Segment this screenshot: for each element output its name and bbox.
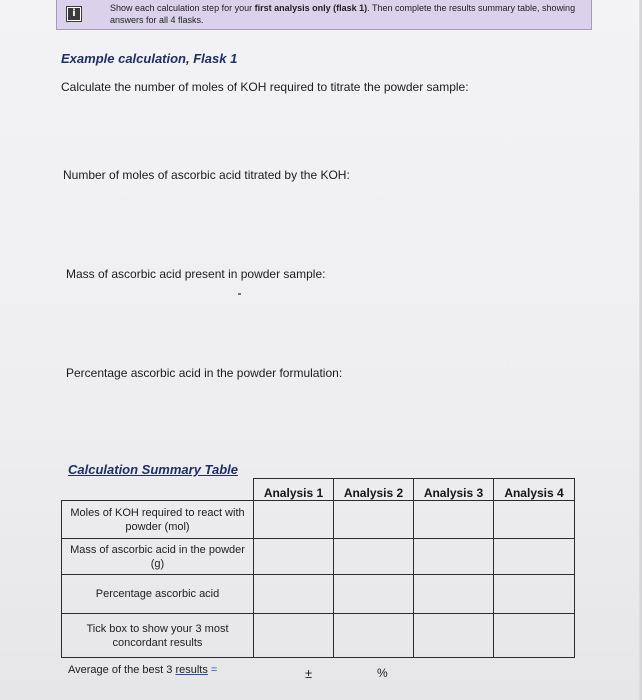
instruction-text-part1: Show each calculation step for your (110, 3, 255, 13)
instruction-text (110, 2, 588, 26)
cell-mass-ascorbic-analysis-3[interactable] (414, 539, 494, 575)
row-label-tick-box: Tick box to show your 3 most concordant results (62, 614, 254, 658)
cell-percentage-analysis-3[interactable] (414, 575, 494, 614)
tick-box-analysis-1[interactable] (254, 614, 334, 658)
cell-percentage-analysis-2[interactable] (334, 575, 414, 614)
summary-table-title: Calculation Summary Table (68, 462, 239, 477)
cell-mass-ascorbic-analysis-2[interactable] (334, 539, 414, 575)
cell-moles-koh-analysis-1[interactable] (254, 501, 334, 539)
question-percentage: Percentage ascorbic acid in the powder formulation: (66, 366, 343, 380)
cell-moles-koh-analysis-4[interactable] (494, 501, 575, 539)
cell-percentage-analysis-4[interactable] (494, 575, 575, 614)
stray-mark (238, 293, 241, 295)
table-row (62, 501, 575, 539)
equals-sign: = (210, 664, 218, 676)
cell-moles-koh-analysis-3[interactable] (414, 501, 494, 539)
tick-box-analysis-4[interactable] (494, 614, 575, 658)
header-analysis-2: Analysis 2 (334, 479, 414, 501)
percent-sign: % (377, 666, 388, 680)
header-analysis-4: Analysis 4 (494, 479, 575, 501)
row-label-moles-koh: Moles of KOH required to react with powder (mol) (62, 501, 254, 539)
table-row (62, 614, 575, 658)
average-label: Average of the best 3 (68, 664, 176, 676)
question-moles-koh: Calculate the number of moles of KOH required to titrate the powder sample: (61, 80, 469, 94)
row-label-percentage: Percentage ascorbic acid (62, 575, 254, 614)
instruction-text-bold: first analysis only (flask 1) (254, 3, 368, 13)
table-row (62, 539, 575, 575)
average-line (68, 664, 217, 676)
results-link[interactable]: results (175, 664, 208, 676)
question-mass-ascorbic: Mass of ascorbic acid present in powder sample: (66, 267, 326, 281)
info-icon: i (67, 7, 81, 21)
question-moles-ascorbic: Number of moles of ascorbic acid titrated by the KOH: (63, 168, 350, 182)
cell-percentage-analysis-1[interactable] (254, 575, 334, 614)
summary-table (61, 478, 575, 658)
summary-table-wrapper (61, 478, 575, 658)
header-analysis-1: Analysis 1 (254, 479, 334, 501)
cell-moles-koh-analysis-2[interactable] (334, 501, 414, 539)
tick-box-analysis-2[interactable] (334, 614, 414, 658)
header-blank-cell (62, 479, 254, 501)
plus-minus-sign: ± (305, 666, 313, 681)
instruction-box (56, 0, 592, 30)
summary-header-row (62, 479, 575, 501)
example-calculation-heading: Example calculation, Flask 1 (61, 51, 238, 66)
tick-box-analysis-3[interactable] (414, 614, 494, 658)
table-row (62, 575, 575, 614)
cell-mass-ascorbic-analysis-4[interactable] (494, 539, 575, 575)
instruction-text-part2: . Then complete the results summary table, showing answers for all 4 flasks. (110, 3, 576, 25)
header-analysis-3: Analysis 3 (414, 479, 494, 501)
row-label-mass-ascorbic: Mass of ascorbic acid in the powder (g) (62, 539, 254, 575)
cell-mass-ascorbic-analysis-1[interactable] (254, 539, 334, 575)
